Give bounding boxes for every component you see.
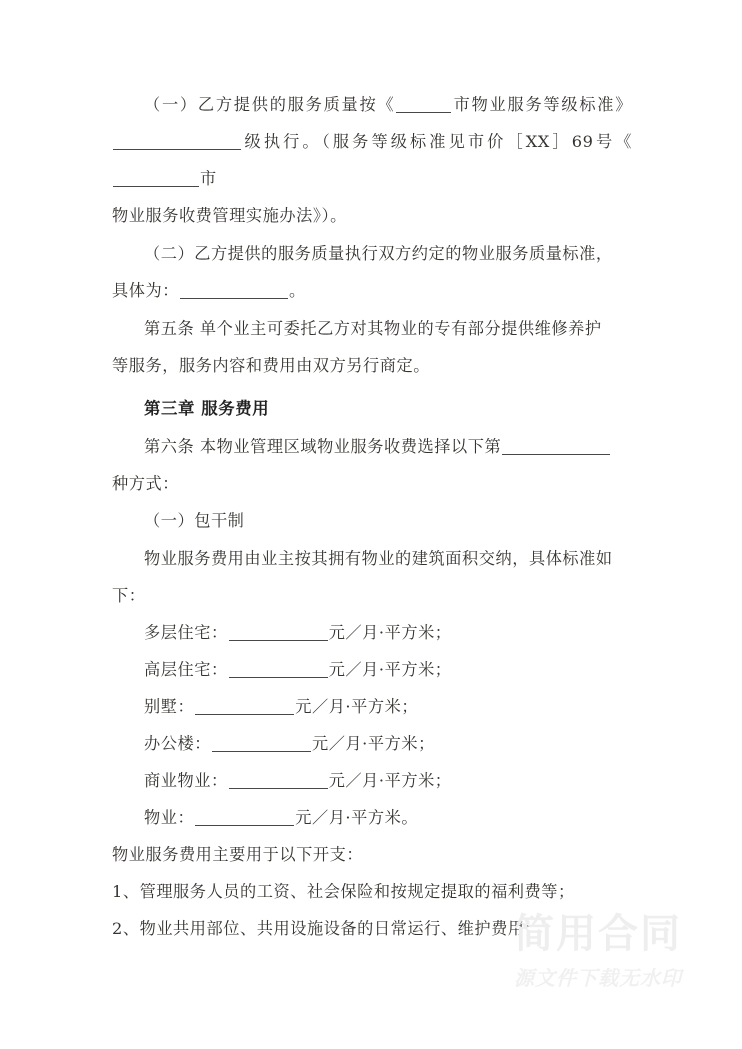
clause4-item1-text-c: 级执行。（服务等级标准见市价［XX］69号《 xyxy=(242,132,632,151)
fee-row-label: 商业物业： xyxy=(144,771,228,790)
fee-row-unit: 元／月·平方米； xyxy=(328,771,452,790)
fee-row-label: 物业： xyxy=(144,808,195,827)
blank-fee-amount[interactable] xyxy=(195,700,294,715)
fee-row-unit: 元／月·平方米。 xyxy=(295,808,419,827)
blank-city-measures[interactable] xyxy=(113,172,199,187)
fee-row-unit: 元／月·平方米； xyxy=(328,660,452,679)
fee-row-label: 办公楼： xyxy=(144,734,211,753)
blank-quality-standard[interactable] xyxy=(180,284,288,299)
fee-row xyxy=(112,762,632,799)
expense-item: 2、物业共用部位、共用设施设备的日常运行、维护费用； xyxy=(112,919,542,938)
clause6-continuation: 种方式： xyxy=(112,474,179,493)
blank-city-standard[interactable] xyxy=(396,98,451,113)
clause4-item1-text-d: 市 xyxy=(200,169,217,188)
fee-row xyxy=(112,651,632,688)
fee-row-label: 高层住宅： xyxy=(144,660,228,679)
expense-item: 1、管理服务人员的工资、社会保险和按规定提取的福利费等； xyxy=(112,882,575,901)
blank-fee-amount[interactable] xyxy=(229,774,328,789)
document-body xyxy=(112,86,632,947)
expense-list xyxy=(112,873,632,947)
clause5-paragraph: 第五条 单个业主可委托乙方对其物业的专有部分提供维修养护 xyxy=(144,319,602,338)
chapter3-heading: 第三章 服务费用 xyxy=(144,399,270,418)
fee-row-label: 别墅： xyxy=(144,697,195,716)
clause6-paragraph xyxy=(112,428,632,465)
clause4-item2-paragraph: （二）乙方提供的服务质量执行双方约定的物业服务质量标准， xyxy=(144,244,613,263)
clause4-item2-text-b: 具体为： xyxy=(112,281,179,300)
watermark-main-text: 简用合同 xyxy=(514,910,682,957)
clause5-continuation: 等服务，服务内容和费用由双方另行商定。 xyxy=(112,356,431,375)
clause4-item1-text-b: 市物业服务等级标准》 xyxy=(452,95,633,114)
fee-row-unit: 元／月·平方米； xyxy=(311,734,435,753)
clause4-item1-text-a: （一）乙方提供的服务质量按《 xyxy=(144,95,396,114)
fee-intro-paragraph: 物业服务费用由业主按其拥有物业的建筑面积交纳，具体标准如 xyxy=(144,549,613,568)
clause4-item1-continuation: 物业服务收费管理实施办法》）。 xyxy=(112,206,347,225)
fee-row-unit: 元／月·平方米； xyxy=(295,697,419,716)
watermark-sub-text: 源文件下载无水印 xyxy=(514,966,682,990)
clause4-item1-paragraph xyxy=(112,86,632,197)
clause4-item2-text-c: 。 xyxy=(288,281,306,300)
clause6-text-a: 第六条 本物业管理区域物业服务收费选择以下第 xyxy=(144,437,502,456)
fee-list xyxy=(112,614,632,836)
blank-fee-amount[interactable] xyxy=(195,811,294,826)
fee-row-unit: 元／月·平方米； xyxy=(328,623,452,642)
clause6-item1: （一）包干制 xyxy=(144,511,245,530)
blank-fee-amount[interactable] xyxy=(229,626,328,641)
blank-service-grade[interactable] xyxy=(113,135,241,150)
blank-charging-method[interactable] xyxy=(502,440,610,455)
clause4-item2-continuation xyxy=(112,272,632,309)
fee-row xyxy=(112,725,632,762)
fee-row-label: 多层住宅： xyxy=(144,623,228,642)
fee-row xyxy=(112,799,632,836)
fee-row xyxy=(112,688,632,725)
blank-fee-amount[interactable] xyxy=(229,663,328,678)
fee-intro-continuation: 下： xyxy=(112,586,146,605)
fee-row xyxy=(112,614,632,651)
expense-intro: 物业服务费用主要用于以下开支： xyxy=(112,845,364,864)
blank-fee-amount[interactable] xyxy=(212,737,311,752)
